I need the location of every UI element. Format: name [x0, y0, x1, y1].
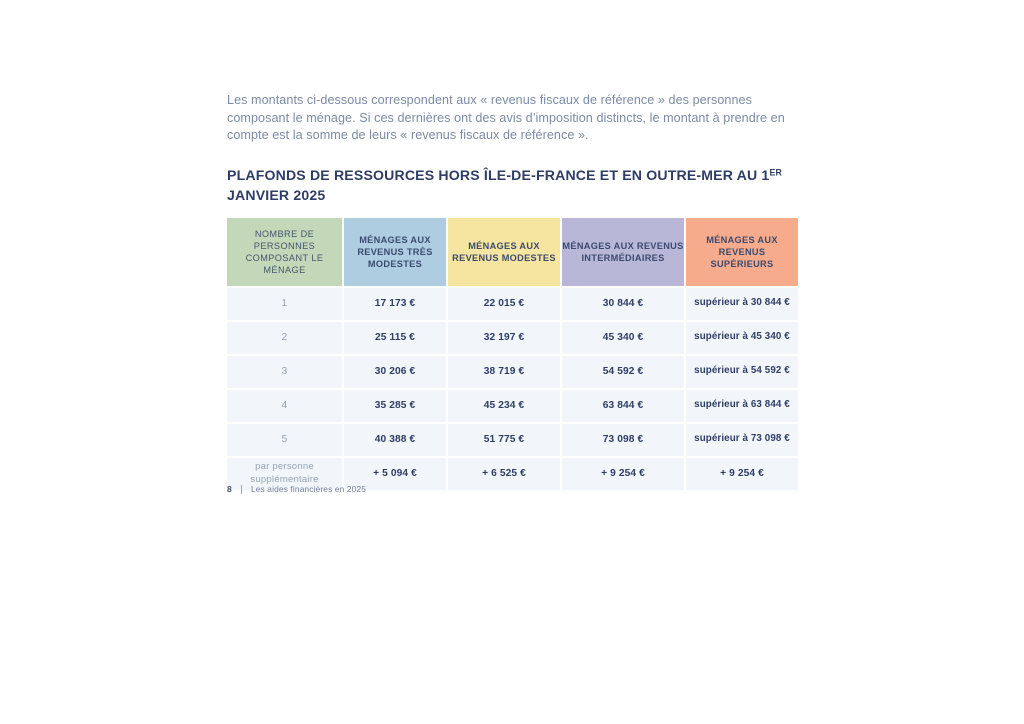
cell-nombre: 2 — [227, 322, 344, 356]
cell-tres-modestes: 30 206 € — [344, 356, 448, 390]
column-header-revenus-intermediaires: MÉNAGES AUX REVENUS INTERMÉDIAIRES — [562, 218, 686, 288]
cell-intermediaires: + 9 254 € — [562, 458, 686, 490]
cell-modestes: + 6 525 € — [448, 458, 562, 490]
table-row — [227, 424, 798, 458]
cell-intermediaires: 63 844 € — [562, 390, 686, 424]
cell-intermediaires: 30 844 € — [562, 288, 686, 322]
cell-nombre: 1 — [227, 288, 344, 322]
page-title-superscript: ER — [769, 167, 782, 178]
cell-nombre: 5 — [227, 424, 344, 458]
cell-intermediaires: 54 592 € — [562, 356, 686, 390]
footer-label: Les aides financières en 2025 — [250, 484, 367, 494]
cell-superieurs: supérieur à 63 844 € — [686, 390, 798, 424]
cell-tres-modestes: 35 285 € — [344, 390, 448, 424]
cell-superieurs: + 9 254 € — [686, 458, 798, 490]
cell-tres-modestes: 25 115 € — [344, 322, 448, 356]
column-header-revenus-superieurs: MÉNAGES AUX REVENUS SUPÉRIEURS — [686, 218, 798, 288]
column-header-revenus-tres-modestes: MÉNAGES AUX REVENUS TRÈS MODESTES — [344, 218, 448, 288]
footer-page-number: 8 — [227, 484, 232, 494]
footer-divider — [241, 485, 242, 494]
cell-tres-modestes: + 5 094 € — [344, 458, 448, 490]
column-header-nombre-personnes: NOMBRE DE PERSONNES COMPOSANT LE MÉNAGE — [227, 218, 344, 288]
table-row — [227, 288, 798, 322]
cell-superieurs: supérieur à 45 340 € — [686, 322, 798, 356]
column-header-revenus-modestes: MÉNAGES AUX REVENUS MODESTES — [448, 218, 562, 288]
page-content — [227, 92, 799, 490]
cell-tres-modestes: 40 388 € — [344, 424, 448, 458]
table-header — [227, 218, 798, 288]
page-title-date: JANVIER 2025 — [227, 186, 326, 203]
table-row — [227, 390, 798, 424]
cell-intermediaires: 73 098 € — [562, 424, 686, 458]
cell-modestes: 32 197 € — [448, 322, 562, 356]
cell-modestes: 51 775 € — [448, 424, 562, 458]
cell-modestes: 45 234 € — [448, 390, 562, 424]
table-row — [227, 356, 798, 390]
cell-nombre: par personne supplémentaire — [227, 458, 344, 490]
cell-intermediaires: 45 340 € — [562, 322, 686, 356]
page-footer — [227, 484, 366, 494]
cell-tres-modestes: 17 173 € — [344, 288, 448, 322]
table-body — [227, 288, 798, 490]
table-header-row — [227, 218, 798, 288]
resources-ceiling-table — [227, 218, 798, 490]
cell-modestes: 22 015 € — [448, 288, 562, 322]
cell-nombre: 3 — [227, 356, 344, 390]
cell-superieurs: supérieur à 54 592 € — [686, 356, 798, 390]
cell-superieurs: supérieur à 30 844 € — [686, 288, 798, 322]
cell-superieurs: supérieur à 73 098 € — [686, 424, 798, 458]
page-title — [227, 165, 787, 205]
intro-paragraph: Les montants ci-dessous correspondent aux « revenus fiscaux de référence » des personnes composant le ménage. Si ces dernières ont des avis d’imposition distincts, le montant à prendre en compte est la somme de leurs « revenus fiscaux de référence ». — [227, 93, 785, 143]
cell-nombre: 4 — [227, 390, 344, 424]
page-title-main: PLAFONDS DE RESSOURCES HORS ÎLE-DE-FRANCE ET EN OUTRE-MER AU 1 — [227, 166, 770, 183]
table-row — [227, 322, 798, 356]
cell-modestes: 38 719 € — [448, 356, 562, 390]
